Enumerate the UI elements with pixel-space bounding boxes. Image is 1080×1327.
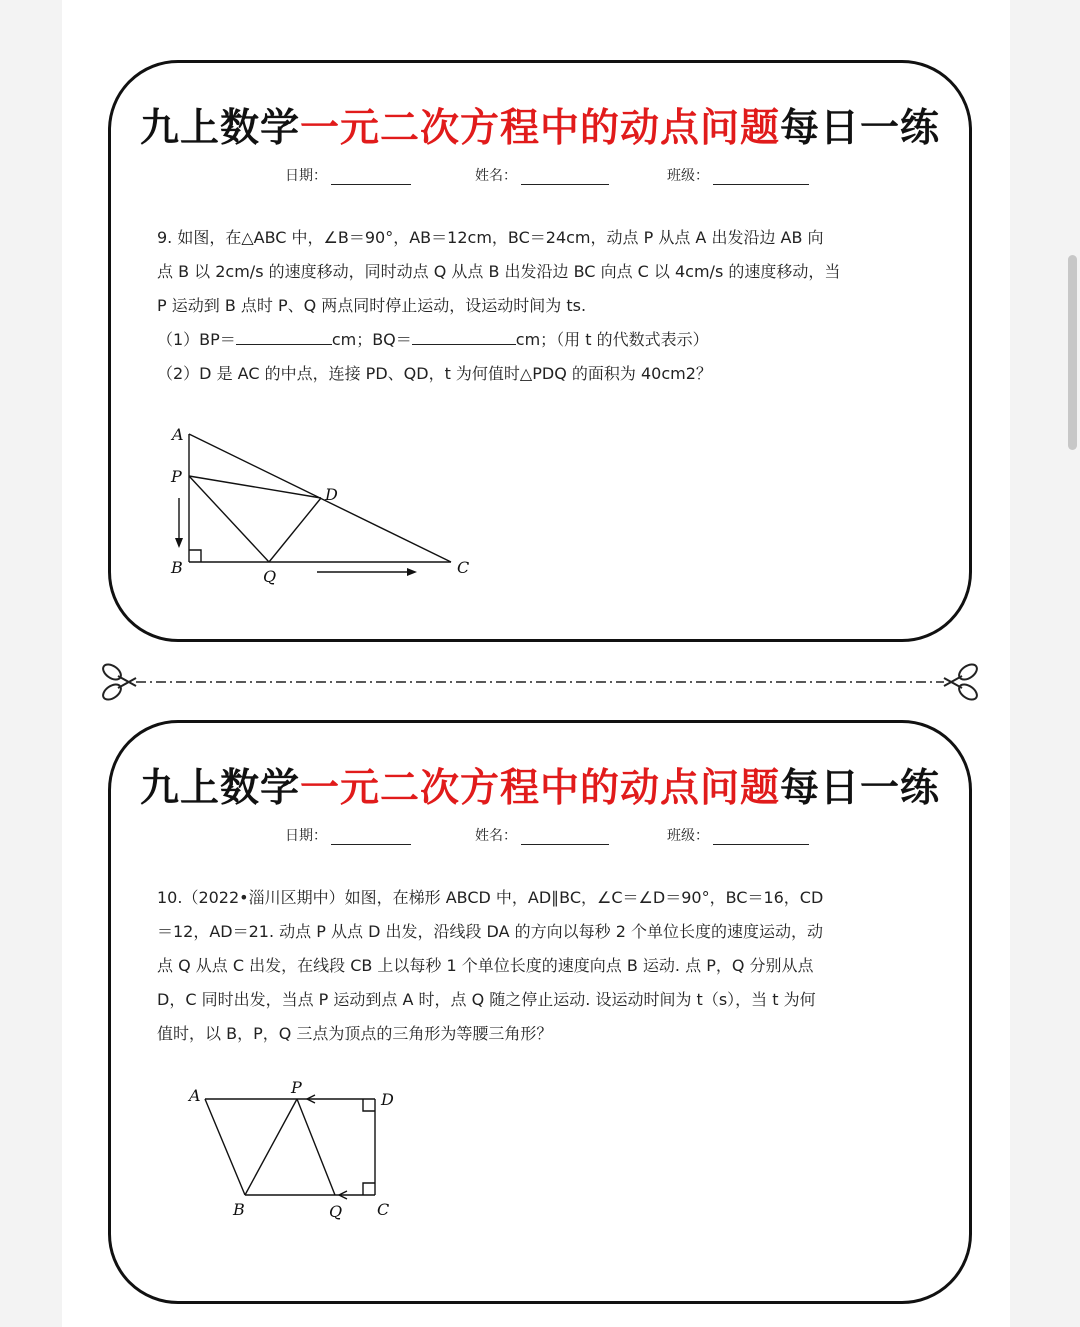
label-q: Q (263, 567, 277, 586)
date-field (285, 165, 411, 185)
q1-part-a: （1）BP＝ (157, 330, 236, 349)
label-d: D (325, 485, 338, 504)
class-blank[interactable] (713, 830, 809, 845)
segment-pq (297, 1099, 335, 1195)
problem-line: 10.（2022•淄川区期中）如图，在梯形 ABCD 中，AD∥BC，∠C＝∠D＝90°，BC＝16，CD (157, 888, 824, 907)
exercise-card-10 (108, 720, 972, 1304)
cut-line (98, 660, 982, 704)
triangle-figure (161, 418, 491, 597)
segment-ab (205, 1099, 245, 1195)
card-title (111, 757, 969, 813)
date-blank[interactable] (331, 830, 411, 845)
name-label: 姓名： (475, 168, 517, 184)
problem-line: 9. 如图，在△ABC 中，∠B＝90°，AB＝12cm，BC＝24cm，动点 P 从点 A 出发沿边 AB 向 (157, 228, 824, 247)
scrollbar[interactable] (1068, 255, 1077, 450)
label-q: Q (329, 1202, 343, 1221)
name-label: 姓名： (475, 828, 517, 844)
problem-line: ＝12，AD＝21. 动点 P 从点 D 出发，沿线段 DA 的方向以每秒 2 个单位长度的速度运动，动 (157, 922, 823, 941)
segment-bp (245, 1099, 297, 1195)
arrow-right-icon (407, 568, 417, 576)
class-field (667, 165, 809, 185)
title-suffix: 每日一练 (780, 765, 941, 811)
name-blank[interactable] (521, 170, 609, 185)
bq-answer-blank[interactable] (412, 326, 516, 345)
right-angle-mark-c (363, 1183, 375, 1195)
date-blank[interactable] (331, 170, 411, 185)
label-d: D (381, 1090, 394, 1109)
class-label: 班级： (667, 828, 709, 844)
class-field (667, 825, 809, 845)
problem-text (157, 881, 947, 1051)
bp-answer-blank[interactable] (236, 326, 332, 345)
class-blank[interactable] (713, 170, 809, 185)
problem-line: D，C 同时出发，当点 P 运动到点 A 时，点 Q 随之停止运动. 设运动时间为 t（s），当 t 为何 (157, 990, 816, 1009)
label-c: C (457, 558, 470, 577)
class-label: 班级： (667, 168, 709, 184)
label-b: B (171, 558, 183, 577)
date-label: 日期： (285, 828, 327, 844)
card-title (111, 97, 969, 153)
problem-line: 点 Q 从点 C 出发，在线段 CB 上以每秒 1 个单位长度的速度向点 B 运动. 点 P，Q 分别从点 (157, 956, 814, 975)
label-a: A (189, 1086, 201, 1105)
right-angle-mark-d (363, 1099, 375, 1111)
label-p: P (171, 467, 182, 486)
trapezoid-figure (171, 1075, 421, 1229)
label-c: C (377, 1200, 390, 1219)
name-blank[interactable] (521, 830, 609, 845)
label-a: A (172, 425, 184, 444)
problem-line: P 运动到 B 点时 P、Q 两点同时停止运动，设运动时间为 ts. (157, 296, 587, 315)
scissors-icon (944, 661, 980, 702)
title-highlight: 一元二次方程中的动点问题 (299, 765, 780, 811)
segment-qd (269, 498, 321, 562)
title-prefix: 九上数学 (139, 765, 300, 811)
segment-pd (189, 476, 321, 498)
problem-line: 值时，以 B，P，Q 三点为顶点的三角形为等腰三角形？ (157, 1024, 553, 1043)
label-p: P (291, 1078, 302, 1097)
label-b: B (233, 1200, 245, 1219)
right-angle-mark (189, 550, 201, 562)
q1-part-c: cm；（用 t 的代数式表示） (515, 330, 709, 349)
date-label: 日期： (285, 168, 327, 184)
student-info-line (111, 165, 969, 189)
student-info-line (111, 825, 969, 849)
arrow-down-icon (175, 538, 183, 548)
question-1 (157, 323, 947, 357)
date-field (285, 825, 411, 845)
name-field (475, 165, 609, 185)
problem-line: 点 B 以 2cm/s 的速度移动，同时动点 Q 从点 B 出发沿边 BC 向点 C 以 4cm/s 的速度移动，当 (157, 262, 841, 281)
q1-part-b: cm；BQ＝ (331, 330, 412, 349)
scissors-icon (100, 661, 136, 702)
title-prefix: 九上数学 (139, 105, 300, 151)
name-field (475, 825, 609, 845)
segment-pq (189, 476, 269, 562)
question-2: （2）D 是 AC 的中点，连接 PD、QD，t 为何值时△PDQ 的面积为 40cm2？ (157, 364, 712, 383)
title-suffix: 每日一练 (780, 105, 941, 151)
problem-text (157, 221, 947, 391)
exercise-card-9 (108, 60, 972, 642)
title-highlight: 一元二次方程中的动点问题 (299, 105, 780, 151)
